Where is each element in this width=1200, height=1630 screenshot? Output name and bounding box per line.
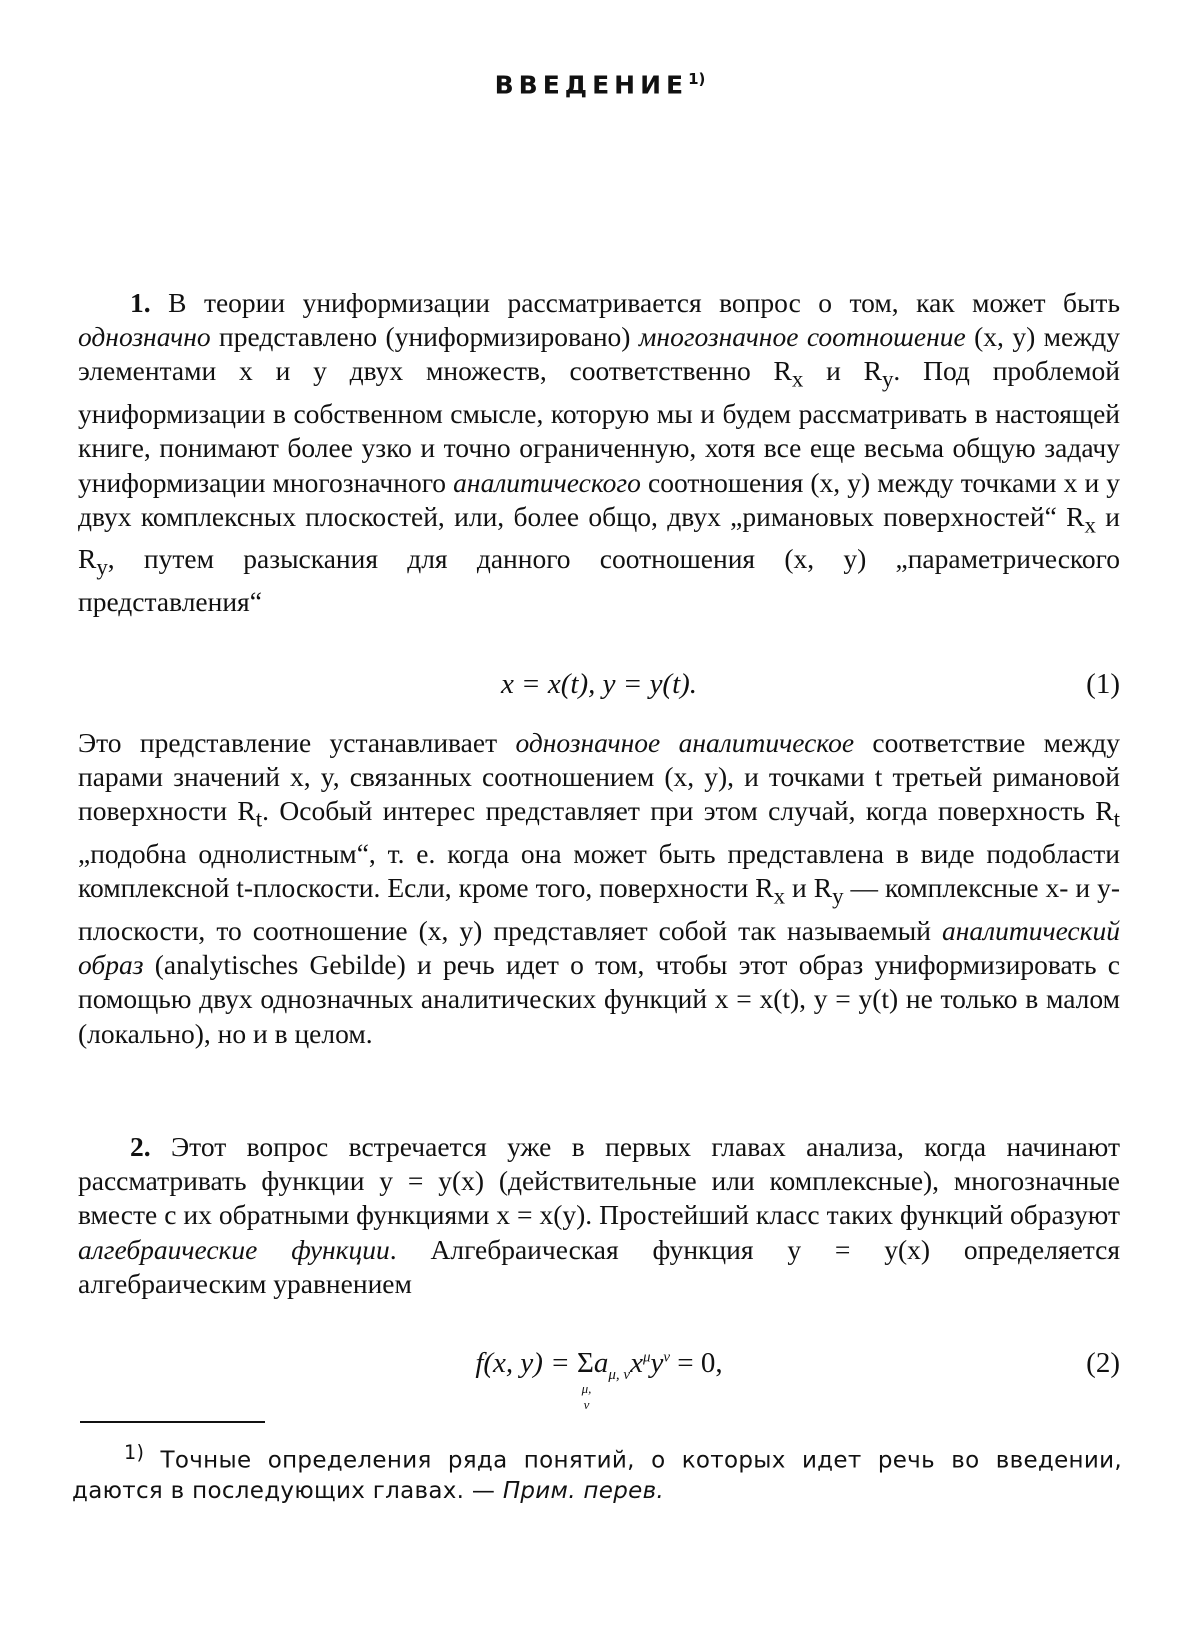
text-run: соотношения (x, y) между точками x и y двух комплексных плоскостей, или, более общо, двух „римановых поверхностей“ R [78,466,1121,532]
emphasis: многозначное соотношение [638,321,966,353]
formula-term: y [650,1347,664,1379]
subscript: y [96,554,108,580]
text-run: (x, y) между элементами x и y двух множеств, соответственно R [78,321,1121,387]
text-run: . Алгебраическая функция y = y(x) определяется алгебраическим уравнением [78,1233,1120,1299]
formula-lhs: f(x, y) = [475,1347,578,1379]
formula-1-number: (1) [1086,668,1120,700]
sum-index: μ, ν [581,1381,592,1412]
subscript: y [881,366,894,392]
text-run: Этот вопрос встречается уже в первых главах анализа, когда начинают рассматривать функции y = y(x) (действительные или комплексные), многозначные вместе с их обратными функциями x = x(y). Простейший класс таких функций образуют [78,1131,1120,1231]
chapter-title [0,70,1200,99]
summation-sign [577,1347,594,1412]
footnote-reference: 1) [688,70,706,88]
exponent: ν [663,1349,671,1366]
subscript: x [791,366,804,392]
text-run: — комплексные x- и y-плоскости, то соотношение (x, y) представляет собой так называемый [78,872,1121,947]
text-run: и R [785,872,833,904]
text-run: Это представление устанавливает [78,727,516,758]
exponent: μ [642,1349,651,1366]
formula-2 [78,1347,1120,1412]
chapter-title-text: ВВЕДЕНИЕ [494,70,689,100]
formula-2-body [78,1347,1120,1412]
section-2-paragraph [78,1130,1120,1301]
text-run: , путем разыскания для данного соотношения (x, y) „параметрического представления“ [78,543,1120,618]
footnote-divider [80,1421,265,1423]
formula-1 [78,668,1120,708]
subscript: x [1084,512,1096,538]
emphasis: аналитического [453,466,641,498]
formula-term: = 0, [670,1347,723,1379]
footnote-attribution: Прим. перев. [502,1477,665,1504]
formula-term: a [593,1347,609,1379]
text-run: (analytisches Gebilde) и речь идет о том, чтобы этот образ униформизировать с помощью двух однозначных аналитических функций x = x(t), y = y(t) не только в малом (локально), но и в целом. [78,949,1120,1049]
section-number: 2. [130,1131,151,1162]
text-run: . Под проблемой униформизации в собственном смысле, которую мы и будем рассматривать в настоящей книге, понимают более узко и точно ограниченную, хотя все еще весьма общую задачу униформизации многозначного [78,355,1121,498]
formula-1-body: x = x(t), y = y(t). [500,668,698,700]
text-run: „подобна однолистным“, т. е. когда она может быть представлена в виде подобласти комплексной t-плоскости. Если, кроме того, поверхности R [78,838,1120,904]
sum-symbol: Σ [577,1347,594,1379]
emphasis: аналитический образ [78,915,1120,981]
footnote-mark: 1) [124,1441,145,1464]
emphasis: однозначно [78,321,211,353]
text-run: соответствие между парами значений x, y, связанных соотношением (x, y), и точками t третьей римановой поверхности R [78,727,1121,827]
subscript: x [773,883,786,909]
coefficient-subscript: μ, ν [608,1366,631,1383]
section-1-continuation [78,726,1120,1051]
section-1-paragraph [78,286,1120,619]
formula-term: x [630,1347,643,1379]
subscript: t [255,806,263,832]
emphasis: однозначное аналитическое [515,727,855,758]
subscript: y [832,883,844,909]
section-number: 1. [130,287,151,318]
text-run: представлено (униформизировано) [210,321,639,353]
text-run: и R [78,500,1121,575]
footnote [72,1438,1122,1506]
subscript: t [1113,806,1120,832]
text-run: . Особый интерес представляет при этом случай, когда поверхность R [262,795,1114,827]
footnote-text: Точные определения ряда понятий, о которых идет речь во введении, даются в последующих главах. — [72,1447,1122,1504]
text-run: В теории униформизации рассматривается вопрос о том, как может быть [150,287,1120,318]
formula-2-number: (2) [1086,1347,1120,1379]
text-run: и R [803,355,882,387]
emphasis: алгебраические функции [78,1233,390,1265]
